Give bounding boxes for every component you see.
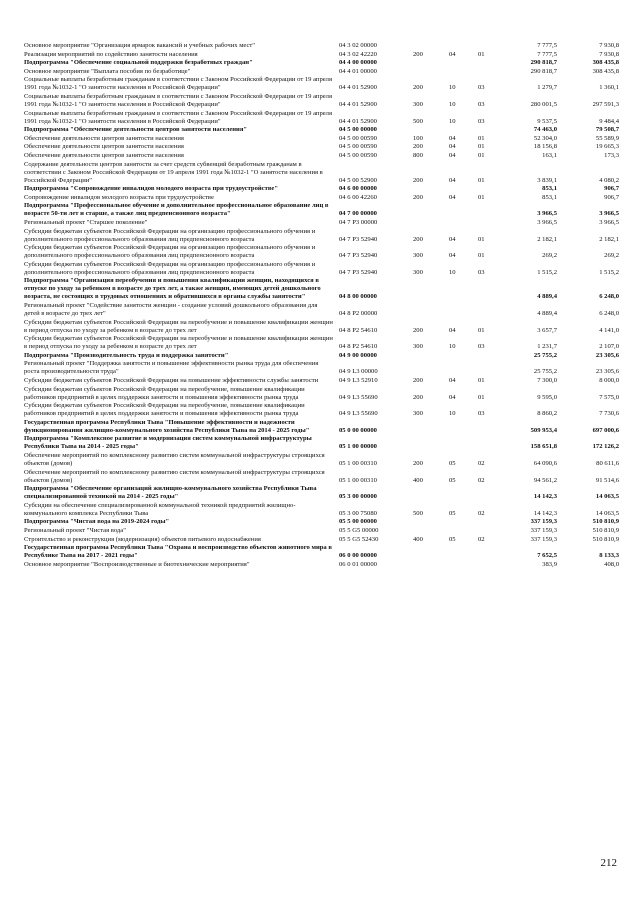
row-name: Субсидии бюджетам субъектов Российской Федерации на организацию профессионального обучения и дополнительного профессионального образования лиц предпенсионного возраста <box>24 227 316 243</box>
row-sum-2020: 290 818,7 <box>530 59 557 67</box>
row-sum-2020: 163,1 <box>542 152 557 159</box>
row-sum-2020: 337 159,3 <box>530 535 557 543</box>
row-rz: 04 <box>449 176 456 184</box>
row-sum-2021: 173,3 <box>604 152 619 159</box>
table-row <box>0 469 639 485</box>
row-pr: 01 <box>478 193 485 201</box>
row-code: 04 6 00 00000 <box>339 185 377 193</box>
row-sum-2020: 9 537,5 <box>537 117 557 125</box>
row-rz: 10 <box>449 268 456 276</box>
row-name: Подпрограмма "Профессиональное обучение и дополнительное профессиональное образование лиц в возрасте 50-ти лет и старше, а также лиц предпенсионного возраста" <box>24 202 329 218</box>
row-pr: 01 <box>478 143 485 151</box>
row-code: 04 4 01 52900 <box>339 101 377 108</box>
row-rz: 04 <box>449 134 456 142</box>
row-sum-2021: 55 589,9 <box>595 134 619 142</box>
row-sum-2021: 6 248,0 <box>599 293 619 301</box>
row-vr: 200 <box>413 176 423 184</box>
row-code: 04 7 00 00000 <box>339 210 377 218</box>
row-vr: 200 <box>413 235 423 243</box>
row-sum-2020: 64 090,6 <box>533 460 557 467</box>
row-rz: 04 <box>449 377 456 384</box>
row-code: 05 3 00 00000 <box>339 493 377 501</box>
row-sum-2020: 280 001,5 <box>530 101 557 108</box>
table-row <box>0 502 639 518</box>
row-code: 04 5 00 00590 <box>339 152 377 159</box>
table-row <box>0 76 639 92</box>
row-code: 04 5 00 00590 <box>339 143 377 151</box>
row-name: Подпрограмма "Комплексное развитие и модернизация систем коммунальной инфраструктуры Республики Тыва на 2014 - 2025 годы" <box>24 435 312 451</box>
row-vr: 300 <box>413 268 423 276</box>
row-rz: 05 <box>449 460 456 467</box>
row-sum-2021: 3 966,5 <box>599 219 619 226</box>
row-sum-2021: 906,7 <box>604 185 619 193</box>
row-name: Региональный проект "Старшее поколение" <box>24 219 148 226</box>
row-code: 04 4 00 00000 <box>339 59 377 67</box>
row-code: 04 4 01 52900 <box>339 84 377 92</box>
row-sum-2021: 308 435,8 <box>592 67 619 75</box>
row-code: 05 1 00 00310 <box>339 476 377 484</box>
row-sum-2020: 4 889,4 <box>537 310 557 317</box>
row-pr: 02 <box>478 509 485 517</box>
row-vr: 100 <box>413 134 423 142</box>
row-name: Подпрограмма "Производительность труда и поддержка занятости" <box>24 351 229 359</box>
table-row <box>0 68 639 76</box>
row-sum-2021: 3 966,5 <box>599 210 619 218</box>
row-vr: 300 <box>413 101 423 108</box>
table-row <box>0 135 639 143</box>
row-sum-2021: 8 000,0 <box>599 377 619 384</box>
row-rz: 10 <box>449 410 456 418</box>
row-vr: 300 <box>413 252 423 260</box>
row-rz: 04 <box>449 152 456 159</box>
row-sum-2021: 6 248,0 <box>599 310 619 317</box>
table-row <box>0 518 639 526</box>
row-name: Обеспечение деятельности центров занятости населения <box>24 134 184 142</box>
row-sum-2021: 14 063,5 <box>595 509 619 517</box>
row-pr: 03 <box>478 101 485 108</box>
row-sum-2021: 8 133,3 <box>599 552 619 560</box>
row-sum-2021: 7 930,8 <box>599 42 619 49</box>
row-name: Подпрограмма "Чистая вода на 2019-2024 годы" <box>24 518 170 526</box>
row-name: Подпрограмма "Обеспечение организаций жилищно-коммунального хозяйства Республики Тыва специализированной техникой на 2014 - 2025 годы" <box>24 485 317 501</box>
row-sum-2021: 4 141,0 <box>599 326 619 334</box>
row-vr: 300 <box>413 343 423 351</box>
row-sum-2020: 8 860,2 <box>537 410 557 418</box>
row-sum-2020: 1 515,2 <box>537 268 557 276</box>
row-code: 04 5 00 52900 <box>339 176 377 184</box>
row-sum-2020: 509 953,4 <box>530 426 557 434</box>
row-sum-2021: 2 182,1 <box>599 235 619 243</box>
row-code: 05 0 00 00000 <box>339 426 377 434</box>
row-sum-2020: 4 889,4 <box>537 293 557 301</box>
row-code: 04 3 02 00000 <box>339 42 377 49</box>
table-row <box>0 536 639 544</box>
row-code: 04 9 L3 00000 <box>339 368 378 376</box>
table-row <box>0 194 639 202</box>
table-row <box>0 59 639 67</box>
table-row <box>0 277 639 301</box>
row-rz: 05 <box>449 476 456 484</box>
row-code: 04 9 00 00000 <box>339 351 377 359</box>
row-rz: 04 <box>449 143 456 151</box>
row-rz: 05 <box>449 535 456 543</box>
row-sum-2020: 25 755,2 <box>533 351 557 359</box>
row-code: 04 8 P2 54610 <box>339 343 378 351</box>
row-code: 04 7 P3 52940 <box>339 268 378 276</box>
row-vr: 200 <box>413 50 423 58</box>
row-name: Субсидии бюджетам субъектов Российской Федерации на переобучение, повышение квалификации работников предприятий в целях поддержки занятости и повышения эффективности рынка труда <box>24 385 305 401</box>
row-sum-2020: 269,2 <box>542 252 557 260</box>
row-pr: 01 <box>478 50 485 58</box>
table-row <box>0 93 639 109</box>
row-pr: 02 <box>478 460 485 467</box>
row-sum-2020: 337 159,3 <box>530 518 557 526</box>
row-name: Социальные выплаты безработным гражданам в соответствии с Законом Российской Федерации от 19 апреля 1991 года №1032-1 "О занятости населения в Российской Федерации" <box>24 76 333 92</box>
row-sum-2021: 80 611,6 <box>596 460 619 467</box>
row-sum-2021: 23 305,6 <box>595 351 619 359</box>
table-row <box>0 161 639 185</box>
row-vr: 200 <box>413 326 423 334</box>
row-name: Подпрограмма "Сопровождение инвалидов молодого возраста при трудоустройстве" <box>24 185 278 193</box>
row-code: 04 5 00 00000 <box>339 126 377 134</box>
row-rz: 04 <box>449 326 456 334</box>
row-sum-2021: 91 514,6 <box>595 476 619 484</box>
row-code: 04 4 01 00000 <box>339 67 377 75</box>
row-sum-2021: 1 360,1 <box>599 84 619 92</box>
table-row <box>0 386 639 402</box>
row-name: Содержание деятельности центров занятости за счет средств субвенций безработным гражданам в соответствии с Законом Российской Федерации от 19 апреля 1991 года №1032-1 "О занятости населения в Российской Федерации" <box>24 160 323 184</box>
row-vr: 200 <box>413 460 423 467</box>
table-row <box>0 202 639 218</box>
row-pr: 01 <box>478 152 485 159</box>
row-sum-2021: 19 665,3 <box>595 143 619 151</box>
row-name: Субсидии бюджетам субъектов Российской Федерации на повышение эффективности службы занятости <box>24 377 319 384</box>
row-code: 05 1 00 00000 <box>339 443 377 451</box>
row-rz: 04 <box>449 193 456 201</box>
row-vr: 200 <box>413 84 423 92</box>
row-code: 04 8 00 00000 <box>339 293 377 301</box>
row-name: Региональный проект "Поддержка занятости и повышение эффективности рынка труда для обеспечения роста производительности труда" <box>24 360 319 376</box>
row-vr: 200 <box>413 193 423 201</box>
table-row <box>0 302 639 318</box>
row-pr: 01 <box>478 235 485 243</box>
row-sum-2020: 14 142,3 <box>533 509 557 517</box>
row-pr: 03 <box>478 410 485 418</box>
row-sum-2021: 7 730,6 <box>599 410 619 418</box>
row-sum-2021: 308 435,8 <box>592 59 619 67</box>
row-pr: 03 <box>478 268 485 276</box>
row-sum-2021: 906,7 <box>604 193 619 201</box>
row-rz: 10 <box>449 84 456 92</box>
row-sum-2021: 1 515,2 <box>599 268 619 276</box>
table-row <box>0 485 639 501</box>
row-name: Государственная программа Республики Тыва "Охрана и воспроизводство объектов животного мира в Республике Тыва на 2017 - 2021 годы" <box>24 544 332 560</box>
row-pr: 02 <box>478 476 485 484</box>
row-code: 06 0 00 00000 <box>339 552 377 560</box>
row-sum-2021: 697 000,6 <box>592 426 619 434</box>
table-row <box>0 402 639 418</box>
row-pr: 01 <box>478 326 485 334</box>
table-row <box>0 335 639 351</box>
row-vr: 500 <box>413 509 423 517</box>
row-sum-2020: 25 755,2 <box>533 368 557 376</box>
row-rz: 04 <box>449 252 456 260</box>
row-rz: 10 <box>449 101 456 108</box>
row-sum-2020: 337 159,3 <box>530 527 557 534</box>
row-code: 04 5 00 00590 <box>339 134 377 142</box>
row-sum-2020: 2 182,1 <box>537 235 557 243</box>
row-sum-2020: 383,9 <box>542 560 557 568</box>
row-name: Реализация мероприятий по содействию занятости населения <box>24 50 198 58</box>
row-name: Обеспечение мероприятий по комплексному развитию систем коммунальной инфраструктуры строящихся объектов (домов) <box>24 452 325 467</box>
row-pr: 03 <box>478 343 485 351</box>
row-sum-2020: 14 142,3 <box>533 493 557 501</box>
row-pr: 03 <box>478 117 485 125</box>
row-pr: 01 <box>478 176 485 184</box>
table-row <box>0 352 639 360</box>
row-sum-2020: 9 595,0 <box>537 393 557 401</box>
row-sum-2020: 7 777,5 <box>537 50 557 58</box>
row-name: Обеспечение деятельности центров занятости населения <box>24 143 184 151</box>
row-sum-2021: 510 810,9 <box>592 527 619 534</box>
table-row <box>0 219 639 227</box>
table-row <box>0 42 639 50</box>
row-sum-2020: 853,1 <box>542 193 557 201</box>
row-sum-2020: 158 651,8 <box>530 443 557 451</box>
row-sum-2021: 79 508,7 <box>595 126 619 134</box>
table-row <box>0 244 639 260</box>
row-name: Субсидии бюджетам субъектов Российской Федерации на переобучение и повышение квалификации женщин в период отпуска по уходу за ребенком в возрасте до трех лет <box>24 318 333 334</box>
row-sum-2020: 7 777,5 <box>537 42 557 49</box>
table-row <box>0 185 639 193</box>
row-code: 04 8 P2 54610 <box>339 326 378 334</box>
row-sum-2021: 172 126,2 <box>592 443 619 451</box>
table-row <box>0 561 639 569</box>
table-row <box>0 143 639 151</box>
row-sum-2020: 94 561,2 <box>533 476 557 484</box>
row-vr: 400 <box>413 476 423 484</box>
row-rz: 10 <box>449 343 456 351</box>
row-sum-2021: 23 305,6 <box>595 368 619 376</box>
row-vr: 800 <box>413 152 423 159</box>
row-code: 04 9 L3 55690 <box>339 393 378 401</box>
row-name: Государственная программа Республики Тыва "Повышение эффективности и надежности функционирования жилищно-коммунального хозяйства Республики Тыва на 2014 - 2025 годы" <box>24 418 310 434</box>
table-row <box>0 544 639 560</box>
page-number: 212 <box>600 857 617 869</box>
row-name: Субсидии бюджетам субъектов Российской Федерации на переобучение и повышение квалификации женщин в период отпуска по уходу за ребенком в возрасте до трех лет <box>24 335 333 351</box>
row-rz: 05 <box>449 509 456 517</box>
row-sum-2020: 74 463,0 <box>533 126 557 134</box>
row-code: 04 4 01 52900 <box>339 117 377 125</box>
row-pr: 01 <box>478 393 485 401</box>
row-sum-2020: 853,1 <box>542 185 557 193</box>
row-sum-2021: 297 591,3 <box>592 101 619 108</box>
row-code: 04 8 P2 00000 <box>339 310 378 317</box>
table-row <box>0 261 639 277</box>
row-name: Подпрограмма "Обеспечение социальной поддержки безработных граждан" <box>24 59 253 67</box>
table-row <box>0 51 639 59</box>
row-sum-2020: 1 231,7 <box>537 343 557 351</box>
row-name: Субсидии бюджетам субъектов Российской Федерации на переобучение, повышение квалификации работников предприятий в целях поддержки занятости и повышения эффективности рынка труда <box>24 402 305 418</box>
row-sum-2020: 18 156,8 <box>533 143 557 151</box>
table-row <box>0 110 639 126</box>
row-name: Обеспечение мероприятий по комплексному развитию систем коммунальной инфраструктуры строящихся объектов (домов) <box>24 468 325 484</box>
row-code: 06 0 01 00000 <box>339 560 377 568</box>
row-sum-2020: 3 966,5 <box>537 219 557 226</box>
row-sum-2021: 510 810,9 <box>592 535 619 543</box>
row-sum-2020: 290 818,7 <box>530 67 557 75</box>
table-row <box>0 319 639 335</box>
row-sum-2020: 52 304,0 <box>533 134 557 142</box>
row-code: 05 5 G5 52430 <box>339 535 379 543</box>
row-name: Основное мероприятие "Воспроизводственные и биотехнические мероприятия" <box>24 560 250 568</box>
row-pr: 03 <box>478 84 485 92</box>
row-vr: 200 <box>413 143 423 151</box>
row-sum-2020: 7 300,0 <box>537 377 557 384</box>
row-name: Региональный проект "Чистая вода" <box>24 527 126 534</box>
row-sum-2021: 510 810,9 <box>592 518 619 526</box>
row-code: 04 7 P3 52940 <box>339 252 378 260</box>
table-row <box>0 360 639 376</box>
row-code: 04 9 L3 52910 <box>339 377 378 384</box>
row-code: 05 5 00 00000 <box>339 518 377 526</box>
row-pr: 01 <box>478 134 485 142</box>
row-vr: 200 <box>413 377 423 384</box>
row-pr: 01 <box>478 377 485 384</box>
row-sum-2021: 408,0 <box>604 560 619 568</box>
row-vr: 400 <box>413 535 423 543</box>
row-name: Субсидии бюджетам субъектов Российской Федерации на организацию профессионального обучения и дополнительного профессионального образования лиц предпенсионного возраста <box>24 244 316 260</box>
row-sum-2021: 7 575,0 <box>599 393 619 401</box>
table-row <box>0 527 639 535</box>
row-name: Региональный проект "Содействие занятости женщин - создание условий дошкольного образования для детей в возрасте до трех лет" <box>24 302 318 317</box>
row-name: Основное мероприятие "Выплата пособия по безработице" <box>24 67 191 75</box>
table-row <box>0 228 639 244</box>
table-row <box>0 152 639 160</box>
row-sum-2021: 4 080,2 <box>599 176 619 184</box>
row-sum-2021: 7 930,8 <box>599 50 619 58</box>
row-sum-2021: 269,2 <box>604 252 619 260</box>
row-name: Субсидии на обеспечение специализированной коммунальной техникой предприятий жилищно-коммунального комплекса Республики Тыва <box>24 501 296 517</box>
row-sum-2021: 9 484,4 <box>599 117 619 125</box>
row-sum-2020: 3 657,7 <box>537 326 557 334</box>
table-row <box>0 126 639 134</box>
table-row <box>0 419 639 435</box>
row-name: Субсидии бюджетам субъектов Российской Федерации на организацию профессионального обучения и дополнительного профессионального образования лиц предпенсионного возраста <box>24 260 316 276</box>
row-rz: 04 <box>449 235 456 243</box>
row-code: 05 5 G5 00000 <box>339 527 379 534</box>
row-name: Строительство и реконструкция (модернизация) объектов питьевого водоснабжения <box>24 535 261 543</box>
row-sum-2021: 14 063,5 <box>595 493 619 501</box>
table-row <box>0 377 639 385</box>
row-sum-2020: 1 279,7 <box>537 84 557 92</box>
row-code: 04 3 02 42220 <box>339 50 377 58</box>
row-sum-2020: 3 966,5 <box>537 210 557 218</box>
row-code: 05 3 00 75080 <box>339 509 377 517</box>
row-name: Обеспечение деятельности центров занятости населения <box>24 152 184 159</box>
row-sum-2021: 2 107,0 <box>599 343 619 351</box>
row-vr: 300 <box>413 410 423 418</box>
row-code: 05 1 00 00310 <box>339 460 377 467</box>
row-name: Социальные выплаты безработным гражданам в соответствии с Законом Российской Федерации от 19 апреля 1991 года №1032-1 "О занятости населения в Российской Федерации" <box>24 109 333 125</box>
row-rz: 04 <box>449 393 456 401</box>
row-pr: 02 <box>478 535 485 543</box>
row-vr: 200 <box>413 393 423 401</box>
row-vr: 500 <box>413 117 423 125</box>
row-sum-2020: 3 839,1 <box>537 176 557 184</box>
table-row <box>0 452 639 468</box>
table-row <box>0 435 639 451</box>
row-name: Сопровождение инвалидов молодого возраста при трудоустройстве <box>24 193 214 201</box>
row-rz: 10 <box>449 117 456 125</box>
row-name: Подпрограмма "Обеспечение деятельности центров занятости населения" <box>24 126 248 134</box>
row-pr: 01 <box>478 252 485 260</box>
row-name: Подпрограмма "Организация переобучения и повышения квалификации женщин, находящихся в отпуске по уходу за ребенком в возрасте до трех лет, а также женщин, имеющих детей дошкольного возраста, не состоящих в трудовых отношениях и обратившихся в органы службы занятости" <box>24 277 321 301</box>
row-name: Основное мероприятие "Организация ярмарок вакансий и учебных рабочих мест" <box>24 42 255 49</box>
row-code: 04 6 00 42260 <box>339 193 377 201</box>
row-sum-2020: 7 652,5 <box>537 552 557 560</box>
row-code: 04 7 P3 52940 <box>339 235 378 243</box>
row-rz: 04 <box>449 50 456 58</box>
row-code: 04 7 P3 00000 <box>339 219 378 226</box>
row-name: Социальные выплаты безработным гражданам в соответствии с Законом Российской Федерации от 19 апреля 1991 года №1032-1 "О занятости населения в Российской Федерации" <box>24 93 333 108</box>
row-code: 04 9 L3 55690 <box>339 410 378 418</box>
